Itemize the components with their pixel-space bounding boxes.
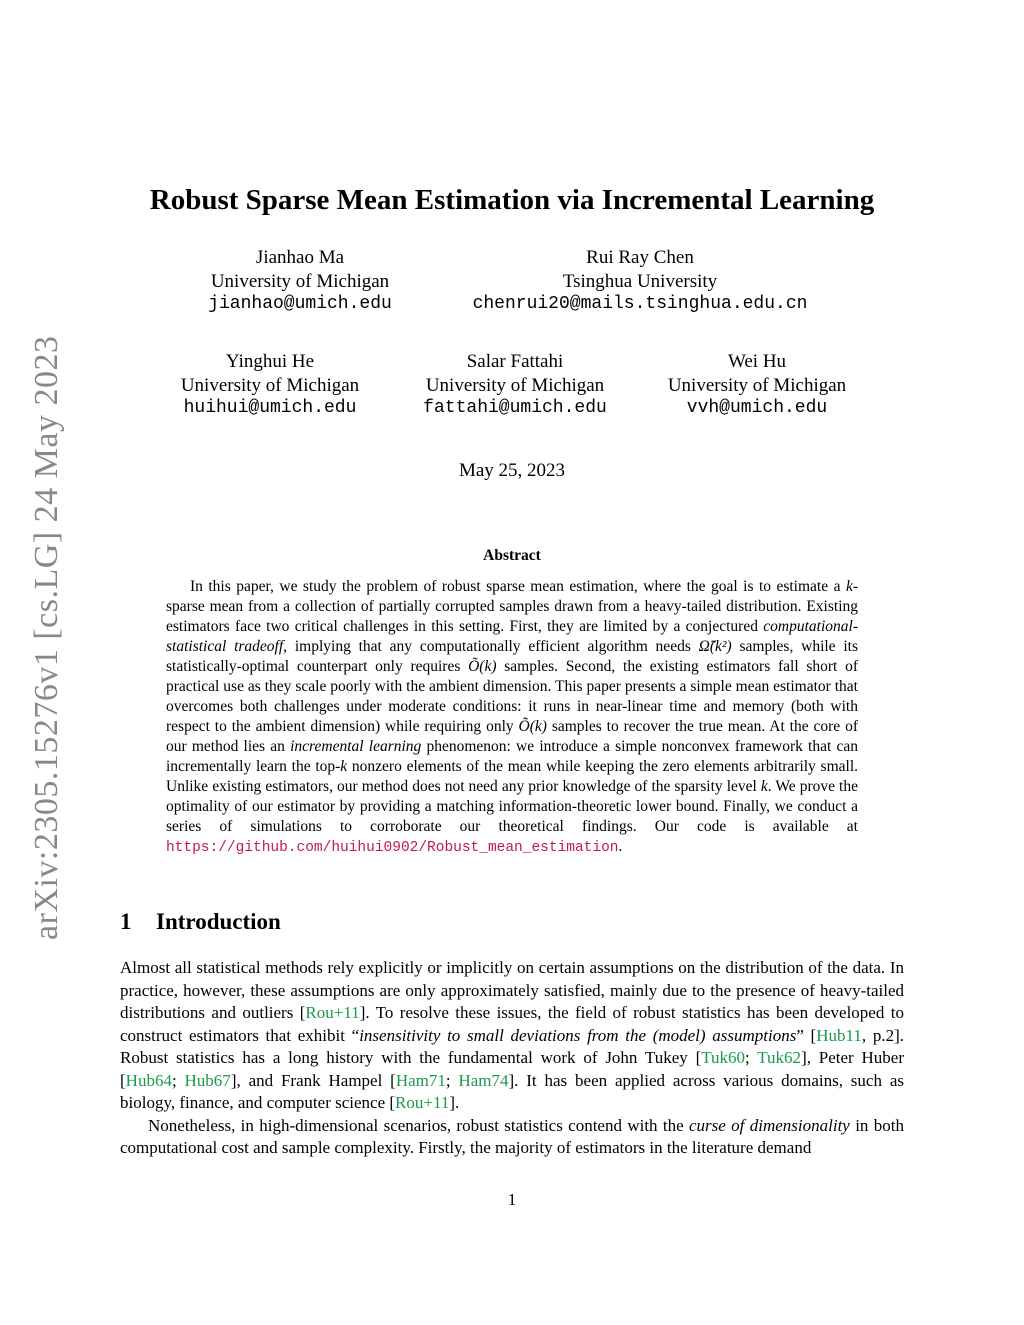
publication-date: May 25, 2023 [458, 460, 566, 481]
introduction-body [120, 957, 904, 1160]
citation-link[interactable]: Rou+11 [395, 1093, 450, 1112]
author-affiliation: University of Michigan [425, 374, 605, 396]
citation-link[interactable]: Rou+11 [305, 1003, 360, 1022]
emphasis: curse of dimensionality [689, 1115, 850, 1135]
author-name: Rui Ray Chen [586, 247, 694, 268]
code-repository-link[interactable]: https://github.com/huihui0902/Robust_mean_estimation [166, 840, 619, 856]
math-expression: Ω̃(k²) [698, 638, 732, 655]
author-affiliation: University of Michigan [180, 374, 360, 396]
author-affiliation: University of Michigan [210, 270, 390, 292]
citation-link[interactable]: Hub64 [125, 1070, 172, 1090]
math-expression: Õ(k) [518, 718, 547, 735]
emphasis: insensitivity to small deviations from the (model) assumptions [359, 1025, 797, 1045]
abstract-heading: Abstract [483, 547, 541, 564]
author-block [668, 350, 846, 421]
author-email[interactable]: huihui@umich.edu [183, 398, 357, 418]
citation-link[interactable]: Hub11 [816, 1025, 862, 1045]
page-number: 1 [507, 1190, 517, 1209]
author-affiliation: Tsinghua University [562, 270, 718, 292]
section-heading [120, 909, 281, 935]
author-name: Wei Hu [727, 351, 787, 372]
author-block [423, 350, 607, 421]
citation-link[interactable]: Tuk62 [757, 1048, 802, 1067]
math-k: k [760, 778, 768, 795]
emphasis: computational-statistical tradeoff [166, 618, 858, 655]
author-block [208, 246, 392, 317]
author-name: Jianhao Ma [255, 247, 345, 268]
citation-link[interactable]: Ham71 [395, 1070, 446, 1090]
citation-link[interactable]: Tuk60 [701, 1048, 746, 1067]
emphasis: incremental learning [290, 738, 422, 755]
author-affiliation: University of Michigan [667, 374, 847, 396]
math-k: k [340, 758, 348, 775]
author-name: Yinghui He [225, 351, 315, 372]
math-expression: Õ(k) [468, 658, 497, 675]
section-number: 1 [120, 909, 132, 934]
paper-title: Robust Sparse Mean Estimation via Incremental Learning [149, 184, 875, 216]
abstract-text: In this paper, we study the problem of robust sparse mean estimation, where the goal is to estimate a k-sparse mean from a collection of partially corrupted samples drawn from a heavy-tailed distribution. Existing estimators face two critical challenges in this setting. First, they are limited by a conjectured computational-statistical tradeoff, implying that any computationally efficient algorithm needs Ω̃(k²) samples, while its statistically-optimal counterpart only requires Õ(k) samples. Second, the existing estimators fall short of practical use as they scale poorly with the ambient dimension. This paper presents a simple mean estimator that overcomes both challenges under moderate conditions: it runs in near-linear time and memory (both with respect to the ambient dimension) while requiring only Õ(k) samples to recover the true mean. At the core of our method lies an incremental learning phenomenon: we introduce a simple nonconvex framework that can incrementally learn the top-k nonzero elements of the mean while keeping the zero elements arbitrarily small. Unlike existing estimators, our method does not need any prior knowledge of the sparsity level k. We prove the optimality of our estimator by providing a matching information-theoretic lower bound. Finally, we conduct a series of simulations to corroborate our theoretical findings. Our code is available at https://github.com/huihui0902/Robust_mean_estimation. [166, 578, 859, 856]
section-title: Introduction [156, 909, 281, 934]
author-block [181, 350, 359, 421]
author-email[interactable]: vvh@umich.edu [686, 398, 828, 418]
author-block [473, 246, 808, 317]
author-email[interactable]: jianhao@umich.edu [208, 294, 392, 314]
math-k: k [845, 578, 853, 595]
arxiv-identifier-stamp: arXiv:2305.15276v1 [cs.LG] 24 May 2023 [28, 335, 65, 940]
author-email[interactable]: chenrui20@mails.tsinghua.edu.cn [472, 294, 808, 314]
paragraph: Almost all statistical methods rely explicitly or implicitly on certain assumptions on the distribution of the data. In practice, however, these assumptions are only approximately satisfied, mainly due to the presence of heavy-tailed distributions and outliers [Rou+11]. To resolve these issues, the field of robust statistics has been developed to construct estimators that exhibit “insensitivity to small deviations from the (model) assumptions” [Hub11, p.2]. Robust statistics has a long history with the fundamental work of John Tukey [Tuk60; Tuk62], Peter Huber [Hub64; Hub67], and Frank Hampel [Ham71; Ham74]. It has been applied across various domains, such as biology, finance, and computer science [Rou+11]. [120, 958, 904, 1112]
author-name: Salar Fattahi [466, 351, 564, 372]
citation-link[interactable]: Ham74 [458, 1070, 509, 1090]
paragraph: Nonetheless, in high-dimensional scenarios, robust statistics contend with the curse of dimensionality in both computational cost and sample complexity. Firstly, the majority of estimators in the literature demand [120, 1115, 904, 1157]
citation-link[interactable]: Hub67 [184, 1070, 231, 1090]
author-email[interactable]: fattahi@umich.edu [423, 398, 607, 418]
